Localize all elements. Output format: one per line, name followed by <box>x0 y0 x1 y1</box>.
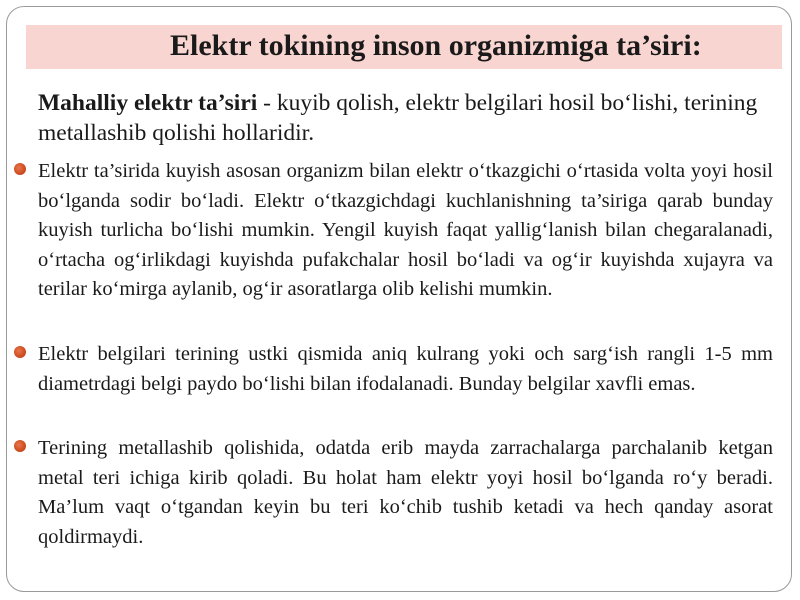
bullet-dot-icon <box>14 163 26 175</box>
bullet-item-metallization: Terining metallashib qolishida, odatda erib mayda zarrachalarga parchalanib ketgan metal teri ichiga kirib qoladi. Bu holat ham elektr yoyi hosil bo‘lganda ro‘y beradi. Ma’lum vaqt o‘tgandan keyin bu teri ko‘chib tushib ketadi va hech qanday asorat qoldirmaydi. <box>38 437 773 548</box>
intro-text: - kuyib qolish, elektr belgilari hosil bo‘lishi, terining metallashib qolishi hollaridir. <box>38 90 758 146</box>
bullet-dot-icon <box>14 346 26 358</box>
intro-heading: Mahalliy elektr ta’siri <box>38 90 258 116</box>
bullet-dot-icon <box>14 440 26 452</box>
slide-title: Elektr tokining inson organizmiga ta’siri: <box>170 29 702 62</box>
bullet-item-electric-marks: Elektr belgilari terining ustki qismida aniq kulrang yoki och sarg‘ish rangli 1-5 mm diametrdagi belgi paydo bo‘lishi bilan ifodalanadi. Bunday belgilar xavfli emas. <box>38 343 773 395</box>
bullet-item-burns: Elektr ta’sirida kuyish asosan organizm bilan elektr o‘tkazgichi o‘rtasida volta yoyi hosil bo‘lganda sodir bo‘ladi. Elektr o‘tkazgichdagi kuchlanishning ta’siriga qarab bunday kuyish turlicha bo‘lishi mumkin. Yengil kuyish faqat yallig‘lanish bilan chegaralanadi, o‘rtacha og‘irlikdagi kuyishda pufakchalar hosil bo‘ladi va og‘ir kuyishda xujayra va terilar ko‘mirga aylanib, og‘ir asoratlarga olib kelishi mumkin. <box>38 160 773 301</box>
